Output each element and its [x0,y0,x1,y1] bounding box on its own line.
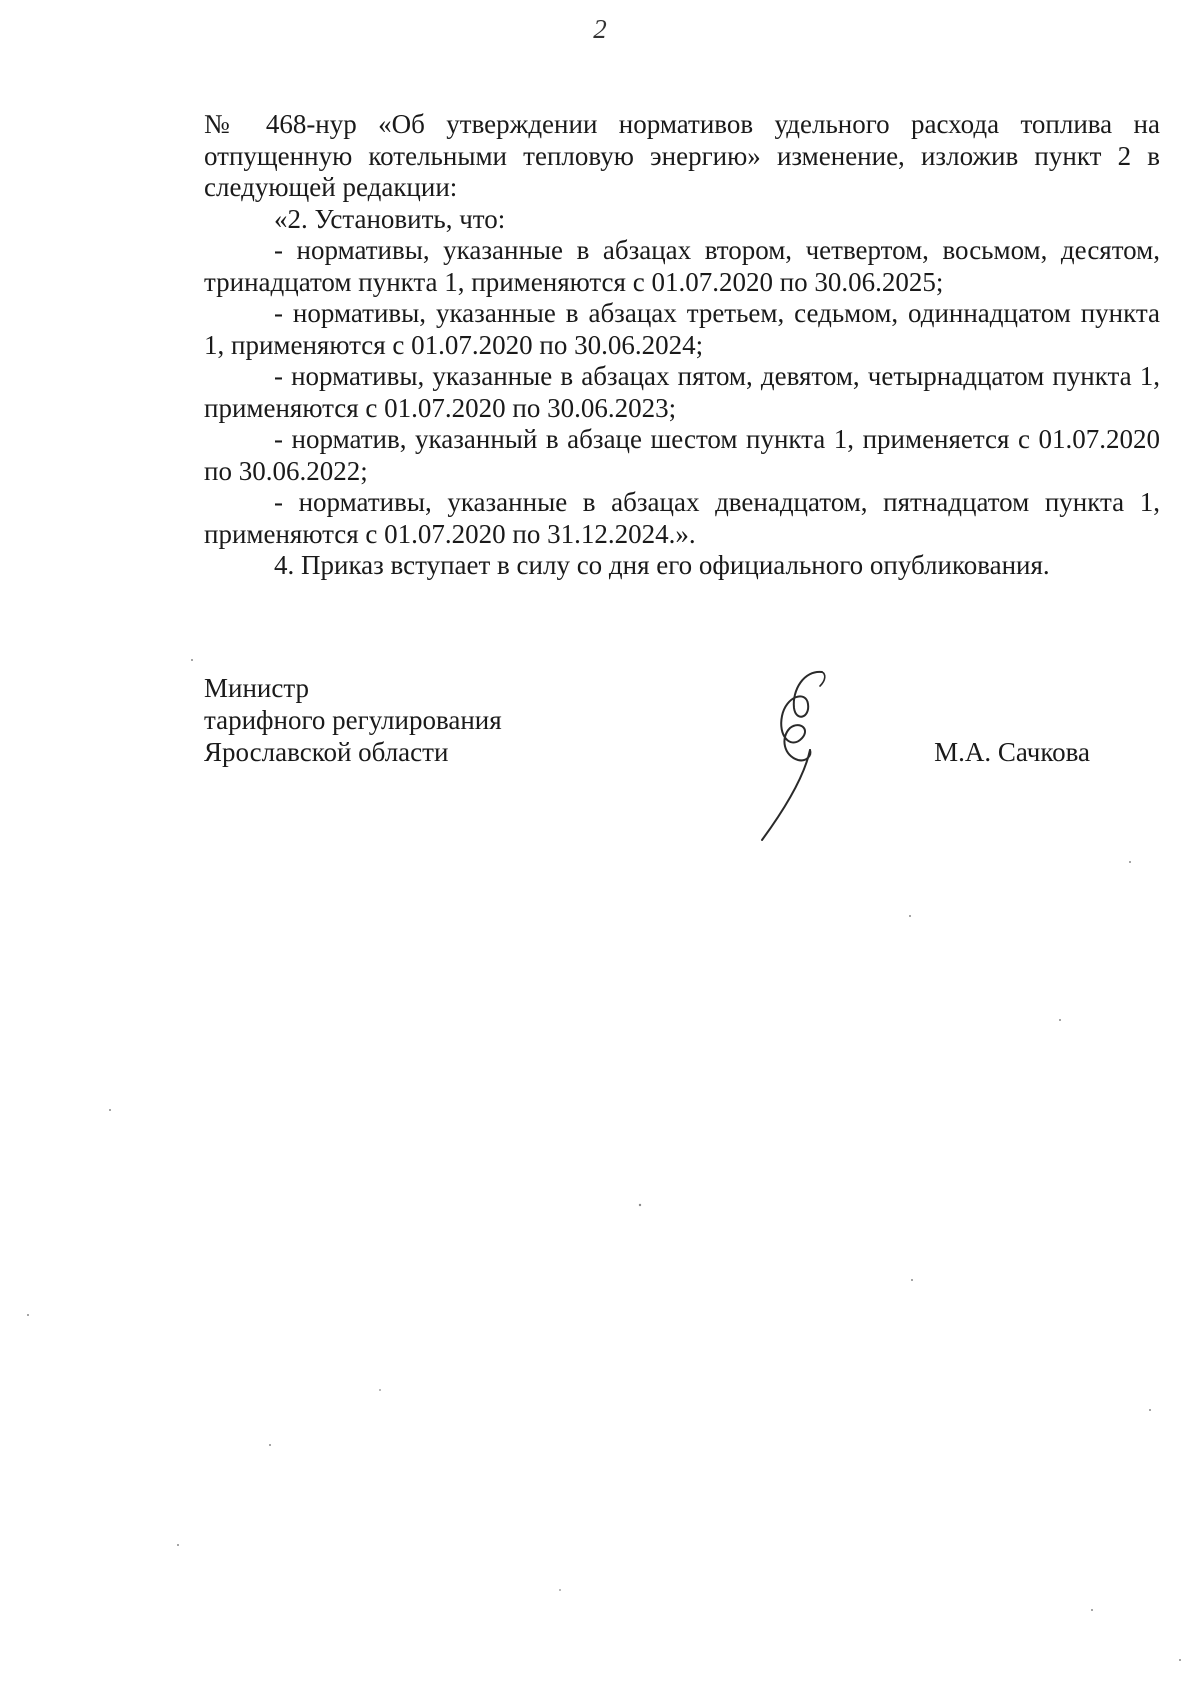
paragraph-bullet: - нормативы, указанные в абзацах двенадцатом, пятнадцатом пункта 1, применяются с 01.07.2020 по 31.12.2024.». [204,487,1160,549]
signature-block [204,672,1160,852]
document-body [204,109,1160,582]
signer-position [204,672,502,768]
signer-position-line: Ярославской области [204,737,449,767]
paragraph-bullet: - норматив, указанный в абзаце шестом пункта 1, применяется с 01.07.2020 по 30.06.2022; [204,424,1160,486]
paragraph-bullet: - нормативы, указанные в абзацах пятом, девятом, четырнадцатом пункта 1, применяются с 01.07.2020 по 30.06.2023; [204,361,1160,423]
signer-name: М.А. Сачкова [934,737,1090,767]
handwritten-signature [734,660,854,850]
paragraph-intro: № 468-нур «Об утверждении нормативов удельного расхода топлива на отпущенную котельными тепловую энергию» изменение, изложив пункт 2 в следующей редакции: [204,109,1160,202]
signer-position-line: тарифного регулирования [204,705,502,735]
paragraph-item-2-heading: «2. Установить, что: [274,203,506,234]
paragraph-bullet: - нормативы, указанные в абзацах третьем, седьмом, одиннадцатом пункта 1, применяются с 01.07.2020 по 30.06.2024; [204,298,1160,360]
page-number: 2 [593,14,607,44]
paragraph-item-4: 4. Приказ вступает в силу со дня его официального опубликования. [274,550,1050,580]
signer-position-line: Министр [204,673,309,703]
paragraph-bullet: - нормативы, указанные в абзацах втором, четвертом, восьмом, десятом, тринадцатом пункта 1, применяются с 01.07.2020 по 30.06.2025; [204,235,1160,297]
